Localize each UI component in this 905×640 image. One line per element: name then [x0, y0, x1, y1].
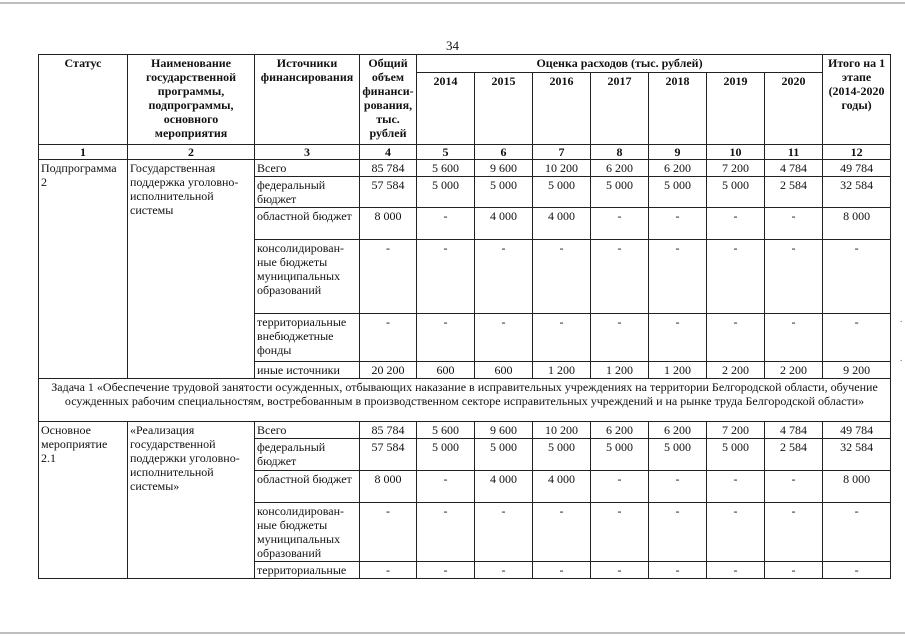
subprogram-block: [39, 160, 891, 379]
funding-source-cell: консолидирован-ные бюджеты муниципальных образований: [255, 240, 360, 314]
year-value-cell: 1 200: [591, 362, 649, 379]
year-value-cell: 5 000: [591, 439, 649, 471]
year-value-cell: 4 784: [765, 422, 823, 439]
year-value-cell: -: [765, 208, 823, 240]
column-number-row: [39, 145, 891, 160]
funding-source-cell: федеральный бюджет: [255, 439, 360, 471]
year-value-cell: -: [475, 314, 533, 362]
year-value-cell: 5 000: [417, 177, 475, 208]
year-value-cell: -: [765, 562, 823, 579]
year-value-cell: -: [533, 562, 591, 579]
year-value-cell: 5 600: [417, 160, 475, 177]
year-value-cell: -: [707, 208, 765, 240]
year-value-cell: 4 000: [533, 208, 591, 240]
year-value-cell: -: [591, 208, 649, 240]
stage-total-cell: 32 584: [823, 177, 891, 208]
year-value-cell: -: [649, 208, 707, 240]
year-value-cell: 5 600: [417, 422, 475, 439]
column-number: 5: [417, 145, 475, 160]
header-year: 2020: [765, 73, 823, 145]
year-value-cell: 5 000: [475, 439, 533, 471]
funding-source-cell: территориальные внебюджетные фонды: [255, 314, 360, 362]
table-row: [39, 160, 891, 177]
total-volume-cell: -: [360, 562, 417, 579]
year-value-cell: -: [591, 314, 649, 362]
year-value-cell: -: [533, 503, 591, 562]
year-value-cell: 5 000: [707, 439, 765, 471]
total-volume-cell: -: [360, 503, 417, 562]
header-total-stage: Итого на 1 этапе (2014-2020 годы): [823, 55, 891, 145]
total-volume-cell: 85 784: [360, 422, 417, 439]
year-value-cell: 5 000: [533, 439, 591, 471]
year-value-cell: -: [475, 503, 533, 562]
year-value-cell: -: [417, 471, 475, 503]
year-value-cell: 9 600: [475, 422, 533, 439]
stage-total-cell: 49 784: [823, 160, 891, 177]
year-value-cell: 9 600: [475, 160, 533, 177]
funding-source-cell: консолидирован-ные бюджеты муниципальных образований: [255, 503, 360, 562]
year-value-cell: -: [765, 471, 823, 503]
year-value-cell: -: [417, 314, 475, 362]
program-name-cell: Государственная поддержка уголовно-исполнительной системы: [128, 160, 255, 379]
stage-total-cell: -: [823, 240, 891, 314]
year-value-cell: -: [591, 562, 649, 579]
year-value-cell: 2 200: [765, 362, 823, 379]
column-number: 12: [823, 145, 891, 160]
header-expenses-group: Оценка расходов (тыс. рублей): [417, 55, 823, 73]
year-value-cell: -: [765, 314, 823, 362]
header-year: 2018: [649, 73, 707, 145]
year-value-cell: 5 000: [533, 177, 591, 208]
header-year: 2019: [707, 73, 765, 145]
total-volume-cell: 8 000: [360, 471, 417, 503]
scan-bottom-rule: [0, 632, 905, 634]
total-volume-cell: -: [360, 240, 417, 314]
year-value-cell: 4 000: [533, 471, 591, 503]
year-value-cell: 600: [417, 362, 475, 379]
table-row: [39, 422, 891, 439]
year-value-cell: 1 200: [533, 362, 591, 379]
stage-total-cell: 49 784: [823, 422, 891, 439]
funding-source-cell: федеральный бюджет: [255, 177, 360, 208]
year-value-cell: -: [707, 471, 765, 503]
year-value-cell: -: [765, 503, 823, 562]
year-value-cell: 10 200: [533, 422, 591, 439]
stage-total-cell: -: [823, 562, 891, 579]
header-sources: Источники финансирования: [255, 55, 360, 145]
header-status: Статус: [39, 55, 128, 145]
scan-edge-mark: ·: [899, 316, 903, 328]
year-value-cell: 5 000: [417, 439, 475, 471]
stage-total-cell: 32 584: [823, 439, 891, 471]
year-value-cell: 6 200: [591, 160, 649, 177]
year-value-cell: 6 200: [649, 422, 707, 439]
column-number: 4: [360, 145, 417, 160]
main-activity-block: [39, 422, 891, 579]
task-row: [39, 379, 891, 422]
year-value-cell: 5 000: [649, 439, 707, 471]
year-value-cell: 7 200: [707, 422, 765, 439]
year-value-cell: -: [649, 503, 707, 562]
year-value-cell: 1 200: [649, 362, 707, 379]
year-value-cell: -: [649, 240, 707, 314]
year-value-cell: 600: [475, 362, 533, 379]
year-value-cell: 2 584: [765, 439, 823, 471]
year-value-cell: 10 200: [533, 160, 591, 177]
year-value-cell: -: [707, 240, 765, 314]
total-volume-cell: 85 784: [360, 160, 417, 177]
year-value-cell: 5 000: [475, 177, 533, 208]
column-number: 10: [707, 145, 765, 160]
total-volume-cell: 57 584: [360, 439, 417, 471]
page-number: 34: [446, 38, 459, 53]
year-value-cell: -: [707, 562, 765, 579]
header-year: 2016: [533, 73, 591, 145]
year-value-cell: 4 000: [475, 471, 533, 503]
expenses-table: [38, 54, 891, 579]
year-value-cell: -: [707, 314, 765, 362]
scan-edge-mark: ·: [899, 355, 903, 367]
year-value-cell: 5 000: [707, 177, 765, 208]
year-value-cell: 4 000: [475, 208, 533, 240]
task-text: Задача 1 «Обеспечение трудовой занятости осужденных, отбывающих наказание в исправительных учреждениях на территории Белгородской области, обучение осужденных рабочим специальностям, востребованным в производственном секторе исправительных учреждений и на рынке труда Белгородской области»: [39, 379, 891, 422]
status-cell: Подпрограмма 2: [39, 160, 128, 379]
funding-source-cell: областной бюджет: [255, 208, 360, 240]
total-volume-cell: 57 584: [360, 177, 417, 208]
year-value-cell: -: [417, 562, 475, 579]
stage-total-cell: 8 000: [823, 208, 891, 240]
program-name-cell: «Реализация государственной поддержки уголовно-исполнительной системы»: [128, 422, 255, 579]
header-year: 2015: [475, 73, 533, 145]
year-value-cell: -: [649, 314, 707, 362]
header-name: Наименование государственной программы, подпрограммы, основного мероприятия: [128, 55, 255, 145]
year-value-cell: -: [475, 240, 533, 314]
year-value-cell: 7 200: [707, 160, 765, 177]
column-number: 3: [255, 145, 360, 160]
year-value-cell: -: [591, 471, 649, 503]
year-value-cell: -: [765, 240, 823, 314]
column-number: 6: [475, 145, 533, 160]
year-value-cell: -: [533, 314, 591, 362]
year-value-cell: -: [417, 503, 475, 562]
column-number: 7: [533, 145, 591, 160]
year-value-cell: 5 000: [591, 177, 649, 208]
funding-source-cell: Всего: [255, 160, 360, 177]
column-number: 11: [765, 145, 823, 160]
year-value-cell: 2 584: [765, 177, 823, 208]
year-value-cell: 6 200: [591, 422, 649, 439]
year-value-cell: 6 200: [649, 160, 707, 177]
stage-total-cell: -: [823, 314, 891, 362]
total-volume-cell: 8 000: [360, 208, 417, 240]
stage-total-cell: 9 200: [823, 362, 891, 379]
header-year: 2017: [591, 73, 649, 145]
year-value-cell: 4 784: [765, 160, 823, 177]
column-number: 8: [591, 145, 649, 160]
header-total-volume: Общий объем финанси-рования, тыс. рублей: [360, 55, 417, 145]
status-cell: Основное мероприятие 2.1: [39, 422, 128, 579]
year-value-cell: 2 200: [707, 362, 765, 379]
stage-total-cell: -: [823, 503, 891, 562]
funding-source-cell: иные источники: [255, 362, 360, 379]
year-value-cell: -: [475, 562, 533, 579]
column-number: 9: [649, 145, 707, 160]
total-volume-cell: -: [360, 314, 417, 362]
year-value-cell: -: [417, 208, 475, 240]
year-value-cell: -: [649, 562, 707, 579]
year-value-cell: -: [591, 503, 649, 562]
scan-top-rule: [0, 2, 905, 4]
year-value-cell: -: [591, 240, 649, 314]
column-number: 1: [39, 145, 128, 160]
year-value-cell: -: [417, 240, 475, 314]
total-volume-cell: 20 200: [360, 362, 417, 379]
year-value-cell: -: [707, 503, 765, 562]
year-value-cell: -: [533, 240, 591, 314]
column-number: 2: [128, 145, 255, 160]
header-year: 2014: [417, 73, 475, 145]
funding-source-cell: областной бюджет: [255, 471, 360, 503]
funding-source-cell: территориальные: [255, 562, 360, 579]
year-value-cell: 5 000: [649, 177, 707, 208]
year-value-cell: -: [649, 471, 707, 503]
stage-total-cell: 8 000: [823, 471, 891, 503]
funding-source-cell: Всего: [255, 422, 360, 439]
